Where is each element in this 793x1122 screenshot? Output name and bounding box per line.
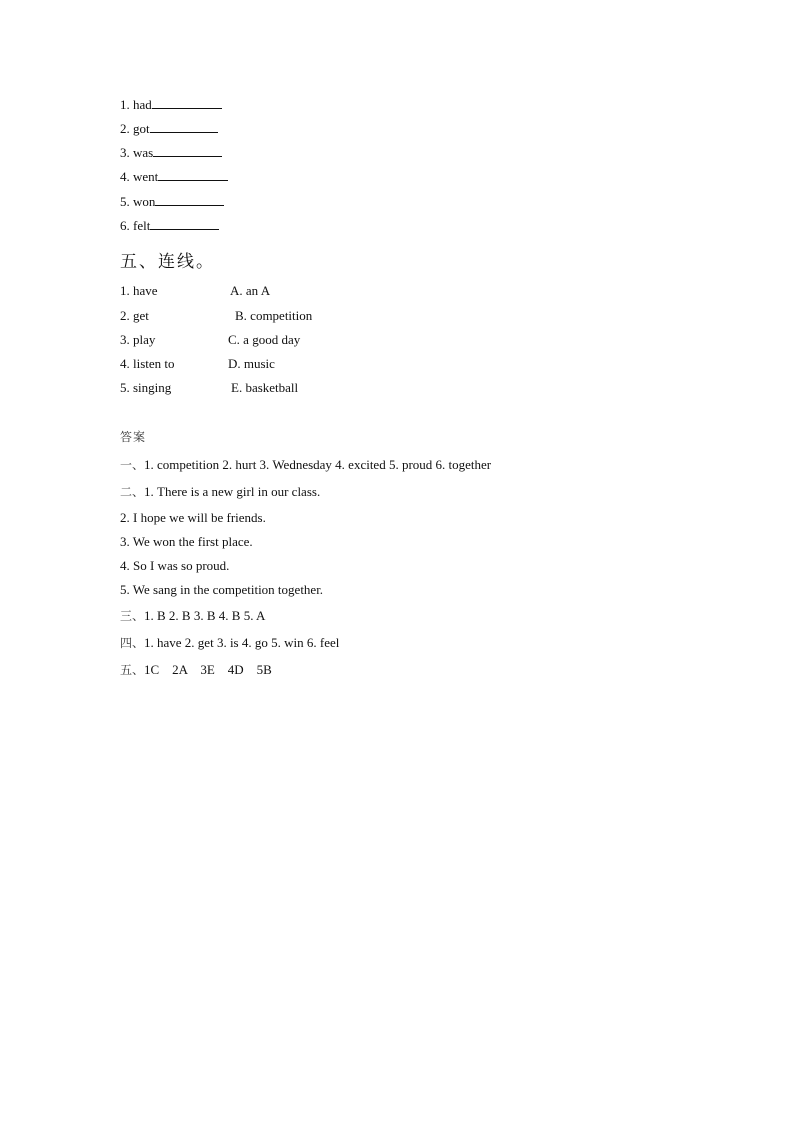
answer-text: 3. We won the first place. bbox=[120, 534, 253, 549]
answer-blank-line[interactable] bbox=[152, 97, 222, 109]
blank-item-3 bbox=[120, 145, 222, 161]
blank-item-2 bbox=[120, 121, 218, 137]
answer-line-5 bbox=[120, 558, 229, 574]
answer-line-1 bbox=[120, 457, 491, 473]
answer-line-2 bbox=[120, 484, 320, 500]
answer-line-3 bbox=[120, 510, 266, 526]
answer-line-4 bbox=[120, 534, 253, 550]
blank-item-6 bbox=[120, 218, 219, 234]
blank-item-5 bbox=[120, 194, 224, 210]
answer-blank-line[interactable] bbox=[150, 121, 218, 133]
answer-blank-line[interactable] bbox=[153, 145, 222, 157]
match-left-item-1[interactable]: 1. have bbox=[120, 283, 158, 298]
answer-text: 1. There is a new girl in our class. bbox=[144, 484, 321, 499]
answer-text: 1C 2A 3E 4D 5B bbox=[144, 662, 272, 677]
answer-text: 1. B 2. B 3. B 4. B 5. A bbox=[144, 608, 266, 623]
blank-word: 5. won bbox=[120, 194, 156, 209]
answer-prefix: 二、 bbox=[120, 485, 145, 499]
answer-text: 1. have 2. get 3. is 4. go 5. win 6. feel bbox=[144, 635, 340, 650]
blank-word: 1. had bbox=[120, 97, 152, 112]
answer-line-9 bbox=[120, 662, 272, 678]
match-left-item-5[interactable]: 5. singing bbox=[120, 380, 172, 395]
answer-text: 4. So I was so proud. bbox=[120, 558, 230, 573]
answers-title: 答案 bbox=[120, 430, 147, 444]
answer-prefix: 五、 bbox=[120, 663, 145, 677]
match-right-item-b[interactable]: B. competition bbox=[235, 308, 313, 323]
blank-word: 2. got bbox=[120, 121, 150, 136]
answer-prefix: 三、 bbox=[120, 609, 145, 623]
answer-prefix: 一、 bbox=[120, 458, 145, 472]
answer-blank-line[interactable] bbox=[158, 169, 228, 181]
section-five-heading: 五、连线。 bbox=[120, 252, 215, 272]
answer-line-6 bbox=[120, 582, 323, 598]
answer-line-7 bbox=[120, 608, 265, 624]
blank-word: 3. was bbox=[120, 145, 154, 160]
answer-line-8 bbox=[120, 635, 339, 651]
blank-word: 4. went bbox=[120, 169, 159, 184]
answer-text: 1. competition 2. hurt 3. Wednesday 4. excited 5. proud 6. together bbox=[144, 457, 492, 472]
blank-item-4 bbox=[120, 169, 228, 185]
answer-prefix: 四、 bbox=[120, 636, 145, 650]
match-left-item-4[interactable]: 4. listen to bbox=[120, 356, 175, 371]
match-right-item-d[interactable]: D. music bbox=[228, 356, 275, 371]
answer-text: 2. I hope we will be friends. bbox=[120, 510, 266, 525]
answer-text: 5. We sang in the competition together. bbox=[120, 582, 324, 597]
match-left-item-3[interactable]: 3. play bbox=[120, 332, 156, 347]
match-right-item-c[interactable]: C. a good day bbox=[228, 332, 301, 347]
blank-word: 6. felt bbox=[120, 218, 151, 233]
match-right-item-a[interactable]: A. an A bbox=[230, 283, 271, 298]
blank-item-1 bbox=[120, 97, 222, 113]
answer-blank-line[interactable] bbox=[150, 218, 219, 230]
answer-blank-line[interactable] bbox=[155, 194, 224, 206]
match-right-item-e[interactable]: E. basketball bbox=[231, 380, 299, 395]
match-left-item-2[interactable]: 2. get bbox=[120, 308, 149, 323]
